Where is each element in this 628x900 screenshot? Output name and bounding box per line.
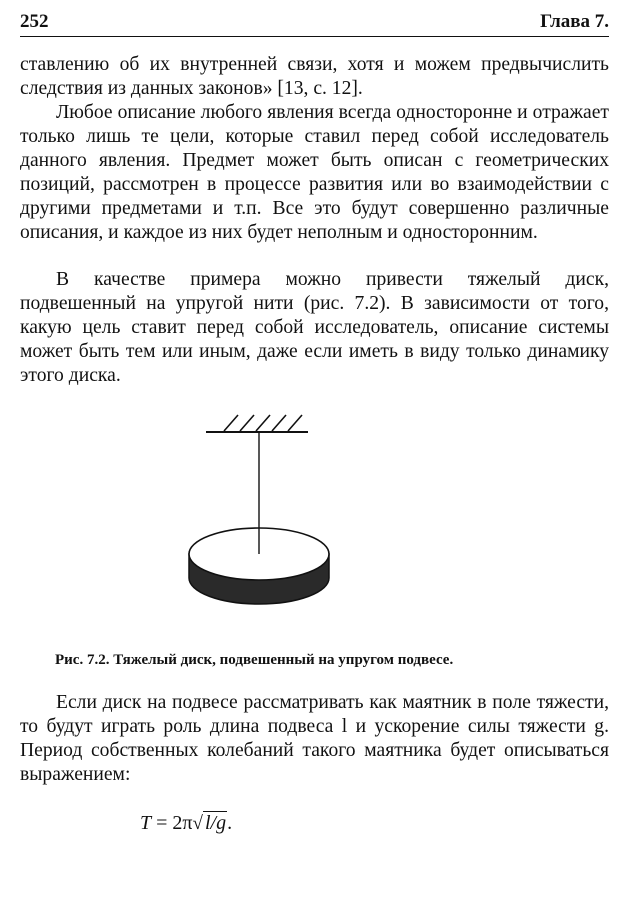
formula-equals: = 2π [151, 812, 193, 834]
suspended-disk-illustration [180, 410, 340, 628]
figure-caption: Рис. 7.2. Тяжелый диск, подвешенный на упругом подвесе. [55, 652, 454, 668]
formula-radicand: l/g [204, 812, 227, 834]
paragraph-continuation: ставлению об их внутренней связи, хотя и можем предвычислить следствия из данных законов» [13, с. 12]. [20, 54, 609, 99]
ceiling-hatching [224, 415, 302, 431]
paragraph-description: Любое описание любого явления всегда одностороннe и отражает только лишь те цели, которые ставил перед собой исследователь данного явления. Предмет может быть описан с геометрических позиций, рассмотрен в процессе развития или во взаимодействии с другими предметами и т.п. Все это будут совершенно различные описания, и каждое из них будет неполным и односторонним. [20, 102, 609, 243]
page-header [20, 11, 609, 37]
paragraph-pendulum: Если диск на подвесе рассматривать как маятник в поле тяжести, то будут играть роль длина подвеса l и ускорение силы тяжести g. Период собственных колебаний такого маятника будет описываться выражением: [20, 692, 609, 785]
chapter-title: Глава 7. [540, 11, 609, 32]
page-number: 252 [20, 11, 49, 32]
formula-lhs: T [140, 812, 152, 834]
period-formula [140, 810, 232, 837]
paragraph-example: В качестве примера можно привести тяжелый диск, подвешенный на упругой нити (рис. 7.2). В зависимости от того, какую цель ставит перед собой исследователь, описание системы может быть тем или иным, даже если иметь в виду только динамику этого диска. [20, 269, 609, 386]
sqrt-symbol: √ [192, 813, 203, 834]
formula-end: . [227, 812, 233, 834]
disk-figure [180, 410, 340, 628]
